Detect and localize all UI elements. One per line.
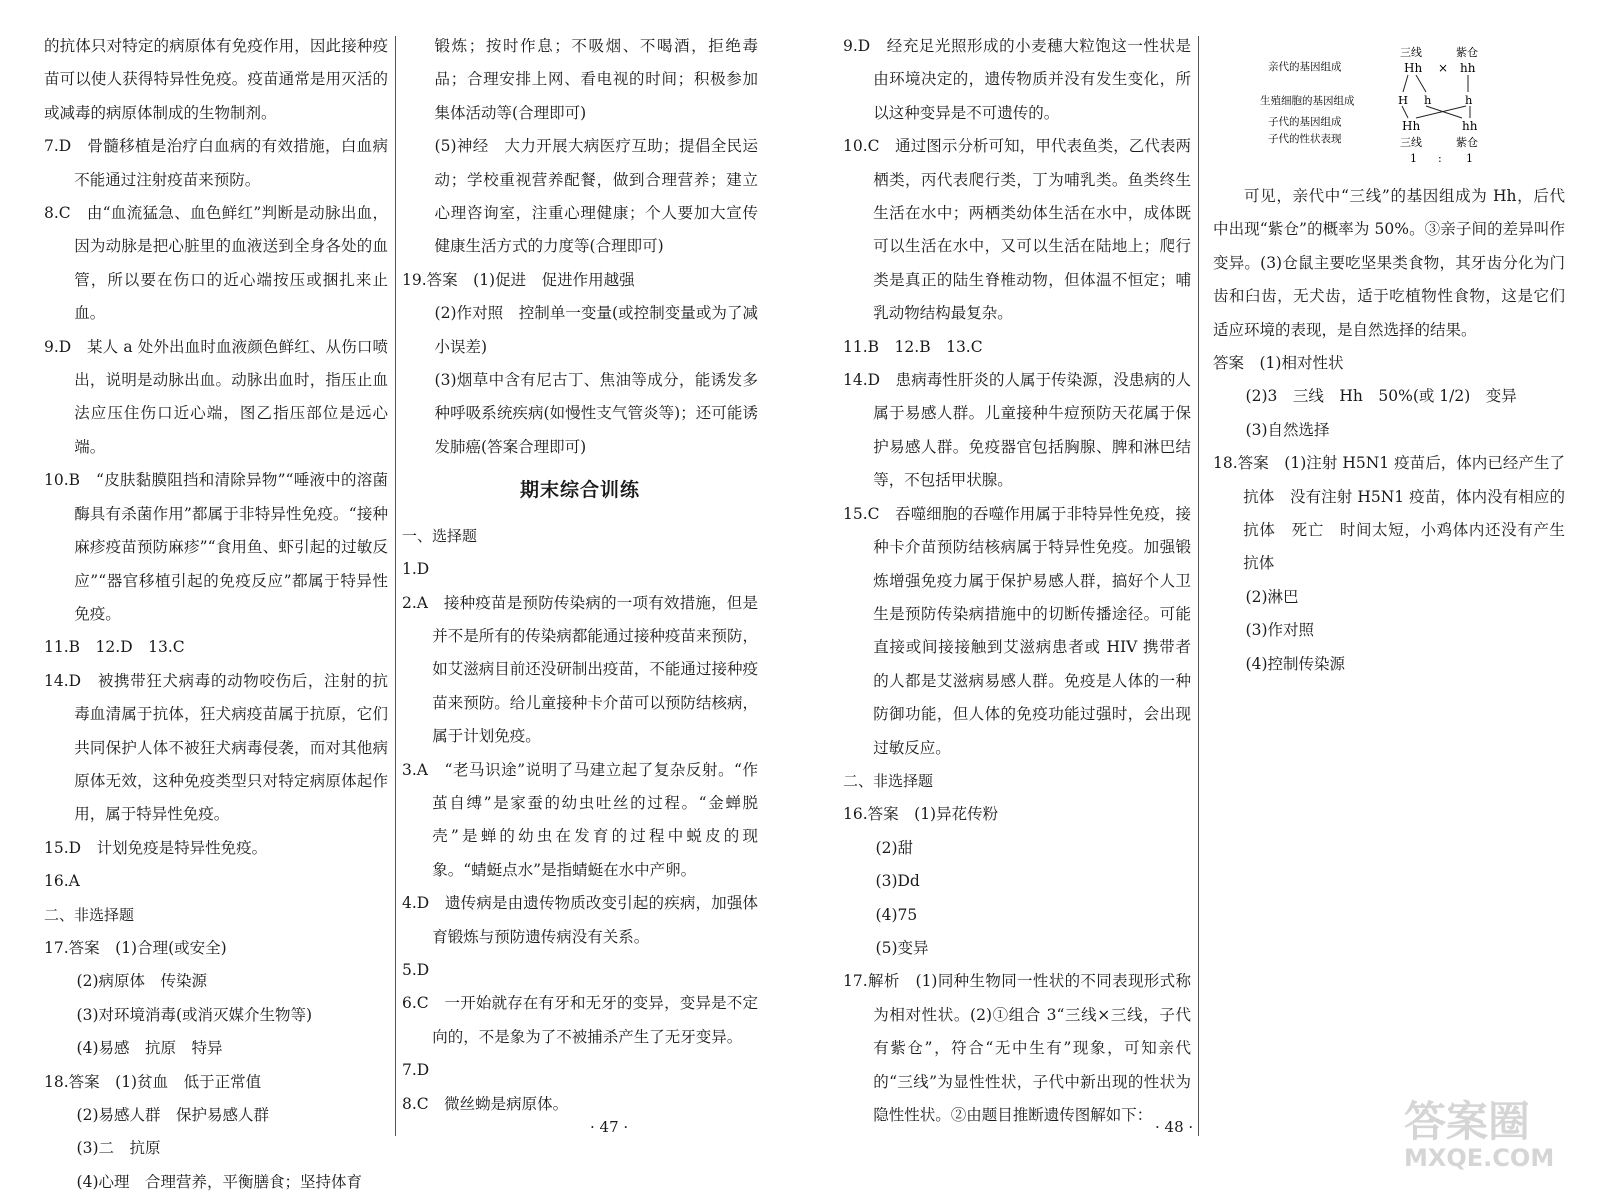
answer-paragraph: (5)神经 大力开展大病医疗互助；提倡全民运动；学校重视营养配餐，做到合理营养；建立心理咨询室，注重心理健康；个人要加大宣传健康生活方式的力度等(合理即可) (434, 137, 758, 256)
offspring-left-trait: 三线 (1400, 136, 1422, 149)
arrow-line (1402, 106, 1408, 118)
cross-symbol: × (1438, 61, 1449, 75)
answer-paragraph: 16.A (44, 872, 80, 891)
answer-paragraph: 8.C 微丝蚴是病原体。 (402, 1094, 569, 1113)
answer-paragraph: (2)3 三线 Hh 50%(或 1/2) 变异 (1245, 387, 1517, 406)
answer-paragraph: 15.D 计划免疫是特异性免疫。 (44, 838, 268, 857)
answer-paragraph: 17.解析 (1)同种生物同一性状的不同表现形式称为相对性状。(2)①组合 3“三线×三线，子代有紫仓”，符合“无中生有”现象，可知亲代的“三线”为显性性状，子代中新出现的性状为隐性性状。②由题目推断遗传图解如下： (843, 972, 1191, 1124)
answer-paragraph: 16.答案 (1)异花传粉 (843, 805, 999, 824)
section-heading: 二、非选择题 (843, 771, 934, 790)
offspring-left-genotype: Hh (1402, 119, 1421, 133)
gamete-h: h (1465, 93, 1473, 107)
answer-paragraph: 19.答案 (1)促进 促进作用越强 (402, 270, 635, 289)
answer-paragraph: (3)Dd (875, 872, 920, 891)
answer-paragraph: (3)烟草中含有尼古丁、焦油等成分，能诱发多种呼吸系统疾病(如慢性支气管炎等)；还可能诱发肺癌(答案合理即可) (434, 371, 758, 456)
gamete-h: h (1424, 93, 1432, 107)
page-number-47: · 47 · (590, 1118, 629, 1136)
answer-paragraph: 18.答案 (1)贫血 低于正常值 (44, 1072, 262, 1091)
gamete-arrows (1402, 75, 1470, 118)
section-title: 期末综合训练 (519, 479, 640, 502)
answer-paragraph: 11.B 12.D 13.C (44, 638, 185, 657)
answer-paragraph: (5)变异 (875, 938, 929, 957)
offspring-right-trait: 紫仓 (1456, 136, 1478, 149)
genetics-cross-diagram (1260, 42, 1520, 168)
answer-paragraph: 4.D 遗传病是由遗传物质改变引起的疾病，加强体育锻炼与预防遗传病没有关系。 (402, 894, 758, 946)
answer-paragraph: 答案 (1)相对性状 (1213, 354, 1344, 373)
answer-paragraph: (2)作对照 控制单一变量(或控制变量或为了减小误差) (434, 304, 758, 356)
offspring-right-genotype: hh (1462, 119, 1478, 133)
answer-paragraph: 10.B “皮肤黏膜阻挡和清除异物”“唾液中的溶菌酶具有杀菌作用”都属于非特异性免疫。“接种麻疹疫苗预防麻疹”“食用鱼、虾引起的过敏反应”“器官移植引起的免疫反应”都属于特异性免疫。 (44, 471, 388, 623)
answer-paragraph: (4)易感 抗原 特异 (76, 1039, 223, 1058)
answer-paragraph: (2)病原体 传染源 (76, 972, 208, 991)
answer-paragraph: 18.答案 (1)注射 H5N1 疫苗后，体内已经产生了抗体 没有注射 H5N1 疫苗，体内没有相应的抗体 死亡 时间太短，小鸡体内还没有产生抗体 (1213, 454, 1565, 573)
page-47-right-column (402, 30, 758, 1121)
answer-paragraph: 15.C 吞噬细胞的吞噬作用属于非特异性免疫，接种卡介苗预防结核病属于特异性免疫。加强锻炼增强免疫力属于保护易感人群，搞好个人卫生是预防传染病措施中的切断传播途径。可能直接或间接接触到艾滋病患者或 HIV 携带者的人都是艾滋病易感人群。免疫是人体的一种防御功能，但人体的免疫功能过强时，会出现过敏反应。 (843, 504, 1191, 757)
answer-paragraph: 7.D (402, 1061, 430, 1080)
row-label-offspring-genotype: 子代的基因组成 (1268, 116, 1342, 128)
answer-paragraph: 6.C 一开始就存在有牙和无牙的变异，变异是不定向的，不是象为了不被捕杀产生了无牙变异。 (402, 994, 758, 1046)
gamete-H: H (1398, 93, 1409, 107)
watermark-text-en: MXQE.COM (1404, 1144, 1555, 1170)
answer-paragraph: 8.C 由“血流猛急、血色鲜红”判断是动脉出血，因为动脉是把心脏里的血液送到全身各处的血管，所以要在伤口的近心端按压或捆扎来止血。 (44, 204, 388, 323)
answer-paragraph: (3)作对照 (1245, 621, 1315, 640)
answer-paragraph: (2)甜 (875, 838, 914, 857)
arrow-line (1416, 75, 1426, 92)
answer-paragraph: (4)心理 合理营养，平衡膳食；坚持体育 (76, 1172, 363, 1191)
answer-paragraph: (3)自然选择 (1245, 420, 1330, 439)
row-label-offspring-trait: 子代的性状表现 (1268, 133, 1342, 145)
answer-paragraph: 14.D 患病毒性肝炎的人属于传染源，没患病的人属于易感人群。儿童接种牛痘预防天花属于保护易感人群。免疫器官包括胸腺、脾和淋巴结等，不包括甲状腺。 (843, 371, 1191, 490)
watermark-text-cn: 答案圈 (1404, 1097, 1531, 1146)
answer-paragraph: 14.D 被携带狂犬病毒的动物咬伤后，注射的抗毒血清属于抗体，狂犬病疫苗属于抗原，它们共同保护人体不被狂犬病毒侵袭，而对其他病原体无效，这种免疫类型只对特定病原体起作用，属于特异性免疫。 (44, 671, 388, 824)
parent-right-genotype: hh (1460, 61, 1476, 75)
answer-paragraph: 2.A 接种疫苗是预防传染病的一项有效措施，但是并不是所有的传染病都能通过接种疫苗来预防，如艾滋病目前还没研制出疫苗，不能通过接种疫苗来预防。给儿童接种卡介苗可以预防结核病，属于计划免疫。 (402, 593, 758, 746)
answer-paragraph: (3)二 抗原 (76, 1139, 161, 1158)
arrow-line (1416, 106, 1466, 118)
answer-paragraph: (3)对环境消毒(或消灭媒介生物等) (76, 1005, 313, 1024)
section-heading: 一、选择题 (402, 526, 478, 545)
answer-paragraph: (4)控制传染源 (1245, 654, 1346, 673)
answer-paragraph: 5.D (402, 960, 430, 979)
parent-left-genotype: Hh (1404, 61, 1423, 75)
answer-paragraph: (2)易感人群 保护易感人群 (76, 1106, 270, 1124)
right-page-column-divider (1198, 36, 1199, 1136)
parent-left-trait: 三线 (1400, 46, 1422, 59)
answer-paragraph: 1.D (402, 560, 430, 579)
page-47-left-column (44, 30, 388, 1199)
ratio-left: 1 (1410, 152, 1417, 165)
row-label-gamete-genotype: 生殖细胞的基因组成 (1260, 95, 1355, 107)
ratio-right: 1 (1466, 152, 1473, 165)
answer-paragraph: 10.C 通过图示分析可知，甲代表鱼类，乙代表两栖类，丙代表爬行类，丁为哺乳类。鱼类终生生活在水中；两栖类幼体生活在水中，成体既可以生活在水中，又可以生活在陆地上；爬行类是真正的陆生脊椎动物，但体温不恒定；哺乳动物结构最复杂。 (843, 137, 1191, 323)
row-label-parent-genotype: 亲代的基因组成 (1268, 61, 1342, 73)
answer-paragraph: 17.答案 (1)合理(或安全) (44, 938, 227, 957)
arrow-line (1403, 75, 1408, 92)
page-48-left-column (843, 30, 1191, 1132)
answer-paragraph: 可见，亲代中“三线”的基因组成为 Hh，后代中出现“紫仓”的概率为 50%。③亲子间的差异叫作变异。(3)仓鼠主要吃坚果类食物，其牙齿分化为门齿和臼齿，无犬齿，适于吃植物性食物，这是它们适应环境的表现，是自然选择的结果。 (1213, 187, 1565, 339)
answer-paragraph: (4)75 (875, 905, 918, 924)
answer-paragraph: 7.D 骨髓移植是治疗白血病的有效措施，白血病不能通过注射疫苗来预防。 (44, 137, 388, 189)
answer-paragraph: (2)淋巴 (1245, 587, 1299, 606)
section-heading: 二、非选择题 (44, 905, 135, 924)
ratio-separator: : (1438, 152, 1442, 165)
answer-paragraph: 3.A “老马识途”说明了马建立起了复杂反射。“作茧自缚”是家蚕的幼虫吐丝的过程。“金蝉脱壳”是蝉的幼虫在发育的过程中蜕皮的现象。“蜻蜓点水”是指蜻蜓在水中产卵。 (402, 760, 758, 879)
answer-paragraph: 的抗体只对特定的病原体有免疫作用，因此接种疫苗可以使人获得特异性免疫。疫苗通常是用灭活的或减毒的病原体制成的生物制剂。 (44, 37, 388, 122)
parent-right-trait: 紫仓 (1456, 46, 1478, 59)
watermark-logo (1400, 1088, 1585, 1170)
answer-paragraph: 11.B 12.B 13.C (843, 337, 983, 356)
answer-paragraph: 9.D 某人 a 处外出血时血液颜色鲜红、从伤口喷出，说明是动脉出血。动脉出血时，指压止血法应压住伤口近心端，图乙指压部位是远心端。 (44, 337, 388, 456)
answer-paragraph: 锻炼；按时作息；不吸烟、不喝酒，拒绝毒品；合理安排上网、看电视的时间；积极参加集体活动等(合理即可) (434, 37, 758, 122)
page-number-48: · 48 · (1155, 1118, 1194, 1136)
answer-paragraph: 9.D 经充足光照形成的小麦穗大粒饱这一性状是由环境决定的，遗传物质并没有发生变化，所以这种变异是不可遗传的。 (843, 37, 1191, 122)
left-page-column-divider (395, 36, 396, 1136)
